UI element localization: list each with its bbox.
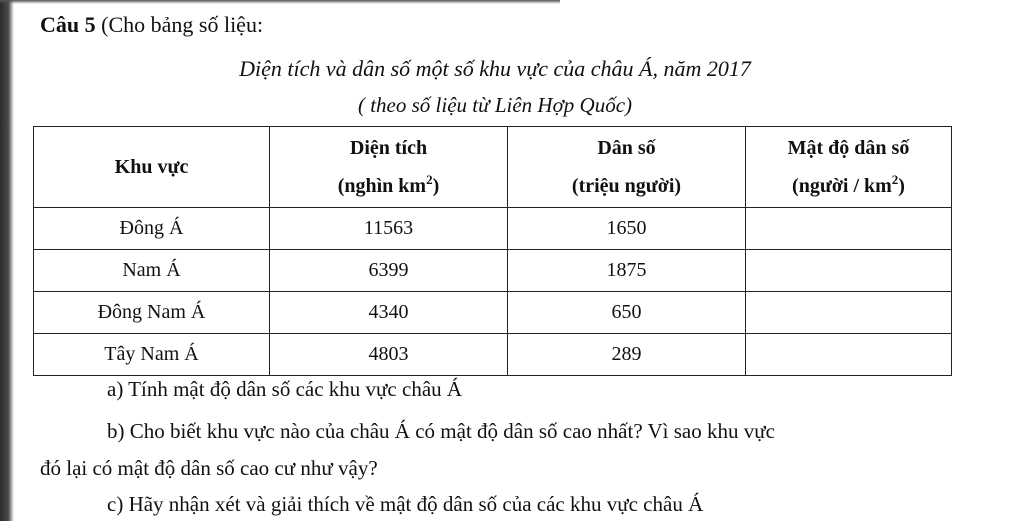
header-area-sup: 2 (426, 172, 433, 187)
header-density: Mật độ dân số (người / $km^2$) (746, 127, 952, 208)
table-row (34, 292, 952, 334)
cell-population: 289 (508, 334, 746, 376)
cell-population: 1650 (508, 208, 746, 250)
cell-region: Đông Á (34, 208, 270, 250)
cell-region: Đông Nam Á (34, 292, 270, 334)
cell-density (746, 334, 952, 376)
header-region: Khu vực (34, 127, 270, 208)
cell-population: 1875 (508, 250, 746, 292)
cell-region: Nam Á (34, 250, 270, 292)
page-top-shadow (0, 0, 560, 4)
question-b-line2: đó lại có mật độ dân số cao cư như vậy? (40, 456, 378, 480)
header-area: Diện tích (nghìn $km^2$) (270, 127, 508, 208)
table-header-row (34, 127, 952, 208)
cell-area: 11563 (270, 208, 508, 250)
question-intro: (Cho bảng số liệu: (95, 12, 264, 37)
cell-density (746, 292, 952, 334)
header-density-line1: Mật độ dân số (787, 137, 910, 159)
header-pop-line2: (triệu người) (571, 175, 682, 197)
table-row (34, 208, 952, 250)
question-a: a) Tính mật độ dân số các khu vực châu Á (107, 377, 463, 401)
question-c: c) Hãy nhận xét và giải thích về mật độ dân số của các khu vực châu Á (107, 492, 704, 516)
table-source: ( theo số liệu từ Liên Hợp Quốc) (357, 93, 633, 117)
header-area-line1: Diện tích (349, 137, 428, 159)
cell-area: 4340 (270, 292, 508, 334)
header-population (508, 127, 746, 208)
cell-region: Tây Nam Á (34, 334, 270, 376)
header-pop-line1: Dân số (597, 137, 656, 159)
cell-area: 6399 (270, 250, 508, 292)
data-table (33, 126, 952, 376)
header-density-sup: 2 (891, 172, 899, 187)
table-title: Diện tích và dân số một số khu vực của châu Á, năm 2017 (239, 56, 751, 81)
question-heading (40, 12, 263, 38)
table-row (34, 250, 952, 292)
header-density-line2: (người / km (792, 175, 892, 197)
cell-density (746, 250, 952, 292)
question-label: Câu 5 (40, 12, 96, 37)
question-b-line1: b) Cho biết khu vực nào của châu Á có mật độ dân số cao nhất? Vì sao khu vực (107, 419, 775, 443)
cell-density (746, 208, 952, 250)
cell-population: 650 (508, 292, 746, 334)
header-area-line2: (nghìn km (337, 175, 427, 197)
table-row (34, 334, 952, 376)
cell-area: 4803 (270, 334, 508, 376)
